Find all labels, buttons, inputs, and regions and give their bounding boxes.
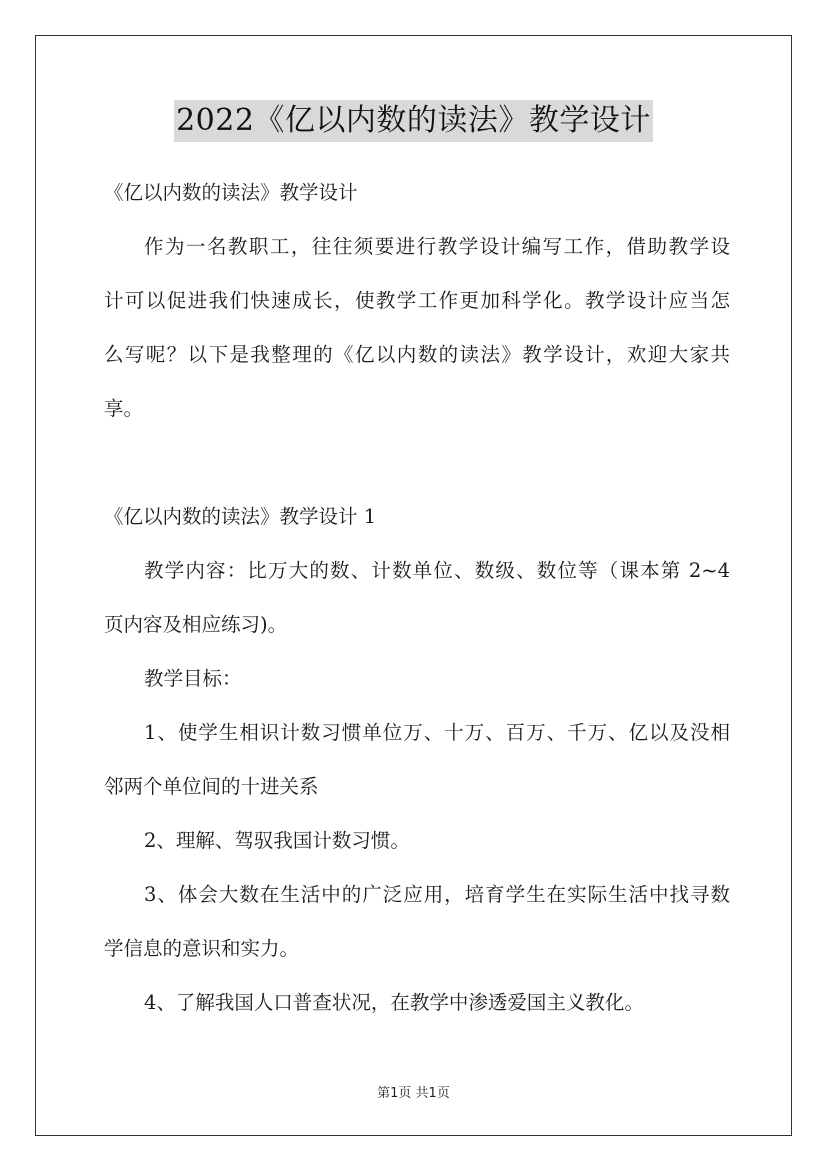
title-container: [0, 100, 827, 142]
objectives-label: 教学目标：: [144, 667, 242, 690]
objective-item: 2、理解、驾驭我国计数习惯。: [144, 829, 410, 852]
paragraph-line: 教学内容：比万大的数、计数单位、数级、数位等（课本第 2~4: [144, 559, 730, 582]
objective-item-continued: 邻两个单位间的十进关系: [104, 775, 319, 798]
objective-item: 3、体会大数在生活中的广泛应用，培育学生在实际生活中找寻数: [144, 883, 730, 906]
page-footer: 第1页 共1页: [377, 1086, 450, 1101]
section-heading-1: 《亿以内数的读法》教学设计 1: [104, 505, 377, 528]
objective-item-continued: 学信息的意识和实力。: [104, 937, 300, 960]
paragraph-line: 作为一名教职工，往往须要进行教学设计编写工作，借助教学设: [144, 235, 730, 258]
paragraph-line: 页内容及相应练习)。: [104, 613, 288, 636]
paragraph-line: 计可以促进我们快速成长，使教学工作更加科学化。教学设计应当怎: [104, 289, 730, 312]
paragraph-line: 么写呢？以下是我整理的《亿以内数的读法》教学设计，欢迎大家共: [104, 343, 730, 366]
objective-item: 4、了解我国人口普查状况，在教学中渗透爱国主义教化。: [144, 991, 644, 1014]
section-heading-intro: 《亿以内数的读法》教学设计: [104, 181, 358, 204]
objective-item: 1、使学生相识计数习惯单位万、十万、百万、千万、亿以及没相: [144, 721, 730, 744]
document-title: 2022《亿以内数的读法》教学设计: [174, 100, 653, 142]
paragraph-line: 享。: [104, 397, 144, 420]
